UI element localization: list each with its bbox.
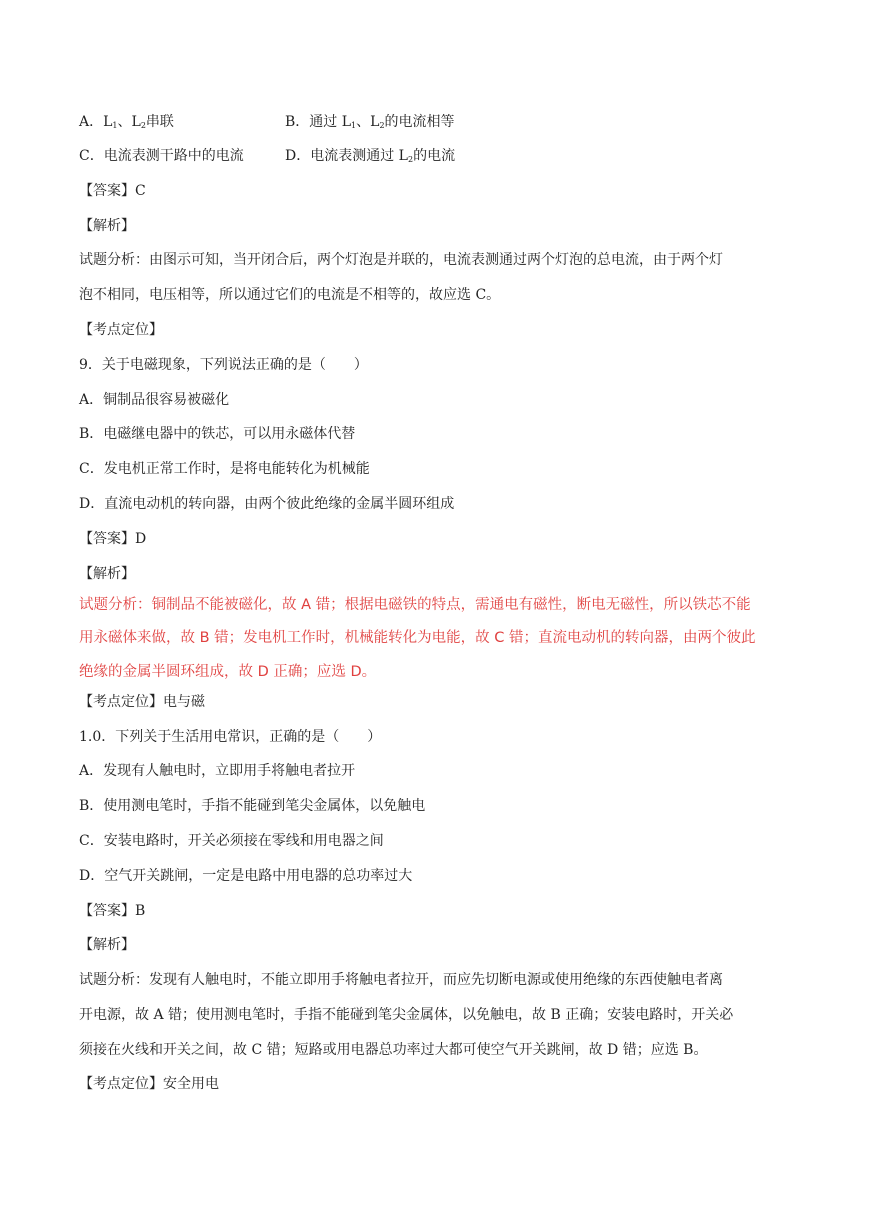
q10-option: C．安装电路时，开关必须接在零线和用电器之间	[79, 833, 384, 849]
q9-option: B．电磁继电器中的铁芯，可以用永磁体代替	[79, 426, 356, 442]
q8-option-a: A．$L_1$、$L_2$串联	[79, 114, 174, 130]
q9-answer: 【答案】D	[79, 531, 147, 547]
q10-analysis-line: 试题分析：发现有人触电时，不能立即用手将触电者拉开，而应先切断电源或使用绝缘的东西使触电者离	[79, 972, 723, 988]
q10-option: D．空气开关跳闸，一定是电路中用电器的总功率过大	[79, 868, 413, 884]
q8-option-d: D．电流表测通过 $L_2$的电流	[285, 148, 456, 164]
q9-analysis-line: 绝缘的金属半圆环组成，故 D 正确；应选 D。	[79, 664, 377, 680]
q8-kaodian: 【考点定位】	[79, 322, 163, 338]
q10-stem: 1.0．下列关于生活用电常识，正确的是（ ）	[79, 729, 382, 745]
q9-option: C．发电机正常工作时，是将电能转化为机械能	[79, 461, 370, 477]
q9-option: A．铜制品很容易被磁化	[79, 392, 230, 408]
q10-answer: 【答案】B	[79, 903, 146, 919]
q10-option: B．使用测电笔时，手指不能碰到笔尖金属体，以免触电	[79, 798, 426, 814]
q10-analysis-label: 【解析】	[79, 937, 135, 953]
q8-analysis-line: 泡不相同，电压相等，所以通过它们的电流是不相等的，故应选 C。	[79, 287, 501, 303]
q8-answer: 【答案】C	[79, 183, 146, 199]
q9-stem: 9．关于电磁现象，下列说法正确的是（ ）	[79, 357, 368, 373]
q9-analysis-label: 【解析】	[79, 566, 135, 582]
q8-analysis-label: 【解析】	[79, 218, 135, 234]
q10-option: A．发现有人触电时，立即用手将触电者拉开	[79, 763, 356, 779]
q9-kaodian: 【考点定位】电与磁	[79, 694, 205, 710]
q9-option: D．直流电动机的转向器，由两个彼此绝缘的金属半圆环组成	[79, 496, 455, 512]
q10-analysis-line: 开电源，故 A 错；使用测电笔时，手指不能碰到笔尖金属体，以免触电，故 B 正确；安装电路时，开关必	[79, 1007, 734, 1023]
q9-analysis-line: 试题分析：铜制品不能被磁化，故 A 错；根据电磁铁的特点，需通电有磁性，断电无磁性，所以铁芯不能	[79, 597, 751, 613]
q10-kaodian: 【考点定位】安全用电	[79, 1076, 219, 1092]
q9-analysis-line: 用永磁体来做，故 B 错；发电机工作时，机械能转化为电能，故 C 错；直流电动机的转向器，由两个彼此	[79, 630, 756, 646]
q8-option-c: C．电流表测干路中的电流	[79, 148, 244, 164]
q8-analysis-line: 试题分析：由图示可知，当开闭合后，两个灯泡是并联的，电流表测通过两个灯泡的总电流，由于两个灯	[79, 252, 723, 268]
q10-analysis-line: 须接在火线和开关之间，故 C 错；短路或用电器总功率过大都可使空气开关跳闸，故 D 错；应选 B。	[79, 1042, 708, 1058]
q8-option-b: B．通过 $L_1$、$L_2$的电流相等	[285, 114, 455, 130]
